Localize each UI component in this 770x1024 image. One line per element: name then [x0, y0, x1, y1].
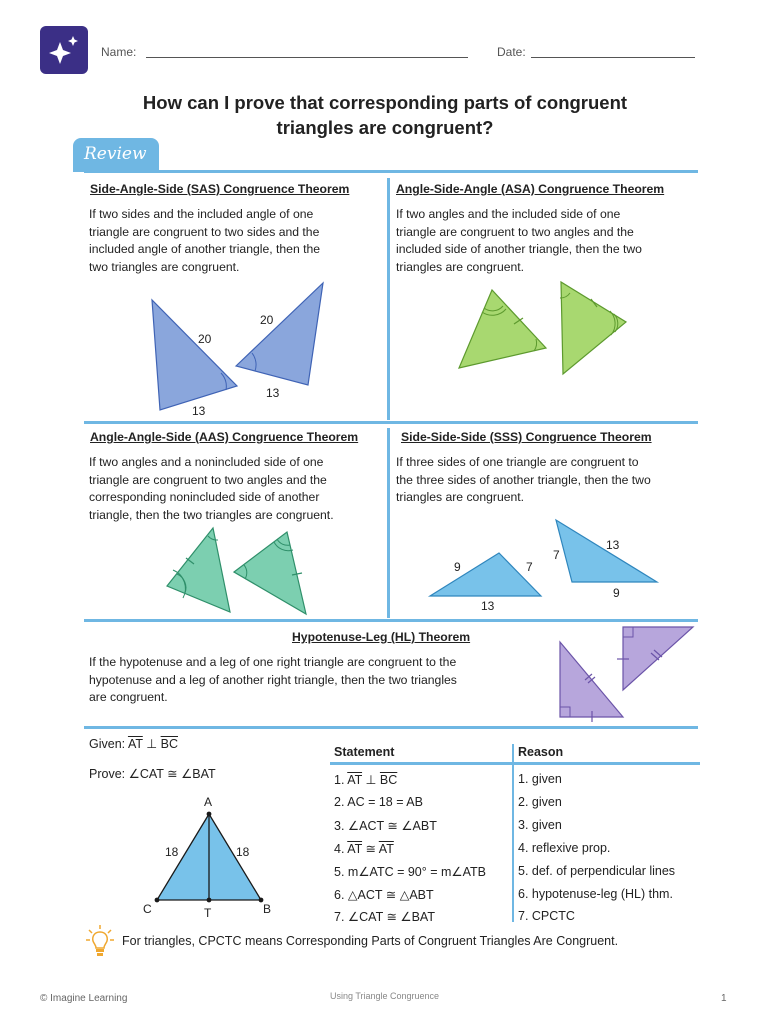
- cpctc-footnote: For triangles, CPCTC means Corresponding Parts of Congruent Triangles Are Congruent.: [122, 934, 619, 948]
- name-label: Name:: [101, 45, 137, 59]
- aas-triangle-left: [167, 528, 230, 612]
- statement-2: [334, 795, 423, 809]
- asa-text-line: included side of another triangle, then the two: [396, 242, 642, 256]
- title-line-2: triangles are congruent?: [276, 117, 494, 138]
- hl-theorem-title: Hypotenuse-Leg (HL) Theorem: [292, 630, 471, 644]
- asa-theorem-title: Angle-Side-Angle (ASA) Congruence Theorem: [396, 182, 665, 196]
- side-label-ab: 18: [236, 845, 250, 859]
- sas-label: 13: [266, 386, 280, 400]
- asa-text-line: triangles are congruent.: [396, 259, 525, 274]
- statement-number: 2.: [334, 795, 345, 809]
- aas-triangles-diagram: [160, 522, 320, 618]
- statement-number: 7.: [334, 910, 345, 924]
- sss-text-line: If three sides of one triangle are congruent to: [396, 455, 639, 469]
- sas-text-line: included angle of another triangle, then the: [89, 242, 321, 256]
- sas-text-line: two triangles are congruent.: [89, 259, 240, 274]
- statement-4: [334, 841, 394, 856]
- aas-theorem-text: [89, 454, 334, 524]
- statement-text: ⊥: [362, 773, 380, 787]
- reason-3: 3. given: [518, 818, 562, 832]
- sss-label: 13: [481, 599, 495, 613]
- hl-text-line: If the hypotenuse and a leg of one right triangle are congruent to the: [89, 655, 457, 669]
- statement-text: ≅: [362, 842, 379, 856]
- date-field[interactable]: [531, 57, 695, 58]
- statement-number: 1.: [334, 773, 345, 787]
- reason-6: 6. hypotenuse-leg (HL) thm.: [518, 887, 673, 901]
- sss-theorem-title: Side-Side-Side (SSS) Congruence Theorem: [401, 430, 652, 444]
- name-field[interactable]: [146, 57, 468, 58]
- reason-2: 2. given: [518, 795, 562, 809]
- sss-text-line: the three sides of another triangle, then the two: [396, 472, 651, 487]
- sas-text-line: If two sides and the included angle of one: [89, 207, 314, 221]
- statement-1: [334, 772, 397, 787]
- statement-5: [334, 864, 486, 879]
- asa-triangle-right: [561, 282, 626, 374]
- asa-theorem-text: [396, 206, 642, 276]
- proof-triangle-figure: [135, 792, 285, 922]
- statement-3: [334, 818, 437, 833]
- given-statement: [89, 736, 178, 751]
- sss-text-line: triangles are congruent.: [396, 490, 525, 504]
- sss-label: 9: [454, 560, 461, 574]
- reason-7: 7. CPCTC: [518, 909, 575, 923]
- prove-text: ∠CAT ≅ ∠BAT: [128, 767, 216, 781]
- prove-label: Prove:: [89, 767, 126, 781]
- sas-theorem-title: Side-Angle-Side (SAS) Congruence Theorem: [90, 182, 350, 196]
- aas-text-line: triangle are congruent to two angles and the: [89, 472, 327, 487]
- statement-number: 5.: [334, 865, 345, 879]
- sss-label: 7: [526, 560, 533, 574]
- page-title: [100, 90, 670, 140]
- asa-triangles-diagram: [450, 278, 640, 383]
- sas-label: 20: [198, 332, 212, 346]
- sas-triangles-diagram: [140, 278, 340, 423]
- grid-divider-top: [387, 178, 390, 420]
- proof-top-rule: [84, 726, 698, 729]
- review-label: Review: [84, 144, 147, 164]
- asa-triangle-left: [459, 290, 546, 368]
- sss-label: 13: [606, 538, 620, 552]
- proof-table-rule: [330, 762, 700, 765]
- hl-text-line: are congruent.: [89, 690, 168, 704]
- asa-text-line: If two angles and the included side of one: [396, 207, 621, 221]
- statement-text: m∠ATC = 90° = m∠ATB: [347, 865, 487, 879]
- sas-theorem-text: [89, 206, 320, 276]
- given-segment-b: $\overline{BC}$: [160, 737, 178, 751]
- reason-1: 1. given: [518, 772, 562, 786]
- footer-lesson-title: Using Triangle Congruence: [330, 991, 440, 1001]
- side-label-ac: 18: [165, 845, 179, 859]
- statement-segment: $\overline{AT}$: [378, 842, 394, 856]
- sas-text-line: triangle are congruent to two sides and the: [89, 224, 320, 239]
- sas-label: 20: [260, 313, 274, 327]
- reason-header: Reason: [518, 745, 564, 759]
- footer-page-number: 1: [721, 993, 727, 1004]
- sss-theorem-text: [396, 454, 651, 507]
- review-top-rule: [84, 170, 698, 173]
- date-label: Date:: [497, 45, 526, 59]
- statement-number: 3.: [334, 819, 345, 833]
- prove-statement: [89, 766, 216, 781]
- given-segment-a: $\overline{AT}$: [127, 737, 143, 751]
- footer-copyright: © Imagine Learning: [40, 993, 128, 1004]
- statement-number: 6.: [334, 888, 345, 902]
- statement-text: ∠CAT ≅ ∠BAT: [347, 910, 435, 924]
- statement-segment: $\overline{AT}$: [347, 773, 363, 787]
- vertex-label-b: B: [263, 902, 272, 916]
- aas-theorem-title: Angle-Angle-Side (AAS) Congruence Theorem: [90, 430, 359, 444]
- asa-text-line: triangle are congruent to two angles and the: [396, 224, 634, 239]
- statement-7: [334, 909, 435, 924]
- statement-text: ∠ACT ≅ ∠ABT: [347, 819, 437, 833]
- vertex-label-a: A: [204, 795, 213, 809]
- vertex-label-c: C: [143, 902, 152, 916]
- aas-triangle-right: [234, 532, 306, 614]
- sas-label: 13: [192, 404, 206, 418]
- given-symbol: ⊥: [146, 737, 158, 751]
- given-label: Given:: [89, 737, 126, 751]
- statement-6: [334, 887, 434, 902]
- statement-text: AC = 18 = AB: [347, 795, 423, 809]
- reason-4: 4. reflexive prop.: [518, 841, 611, 855]
- statement-segment: $\overline{BC}$: [379, 773, 398, 787]
- aas-text-line: corresponding nonincluded side of another: [89, 490, 320, 504]
- sas-triangle-right: [236, 283, 323, 385]
- title-line-1: How can I prove that corresponding parts of congruent: [142, 92, 628, 113]
- reason-5: 5. def. of perpendicular lines: [518, 864, 676, 878]
- vertex-label-t: T: [204, 906, 212, 920]
- sss-label: 7: [553, 548, 560, 562]
- proof-table-divider: [512, 744, 514, 922]
- sss-triangle-left: [430, 553, 541, 596]
- hl-text-line: hypotenuse and a leg of another right triangle, then the two triangles: [89, 672, 457, 687]
- statement-segment: $\overline{AT}$: [347, 842, 363, 856]
- sss-triangles-diagram: [420, 515, 670, 615]
- sss-label: 9: [613, 586, 620, 600]
- sparkle-icon: [40, 26, 88, 74]
- imagine-learning-logo: [40, 26, 88, 74]
- aas-text-line: If two angles and a nonincluded side of one: [89, 455, 324, 469]
- statement-number: 4.: [334, 842, 345, 856]
- statement-header: Statement: [334, 745, 395, 759]
- hl-theorem-text: [89, 654, 457, 707]
- sas-triangle-left: [152, 300, 237, 410]
- lightbulb-icon: [86, 924, 114, 960]
- grid-divider-bottom: [387, 428, 390, 618]
- statement-text: △ACT ≅ △ABT: [347, 888, 434, 902]
- aas-text-line: triangle, then the two triangles are congruent.: [89, 507, 334, 522]
- hl-triangles-diagram: [555, 622, 700, 722]
